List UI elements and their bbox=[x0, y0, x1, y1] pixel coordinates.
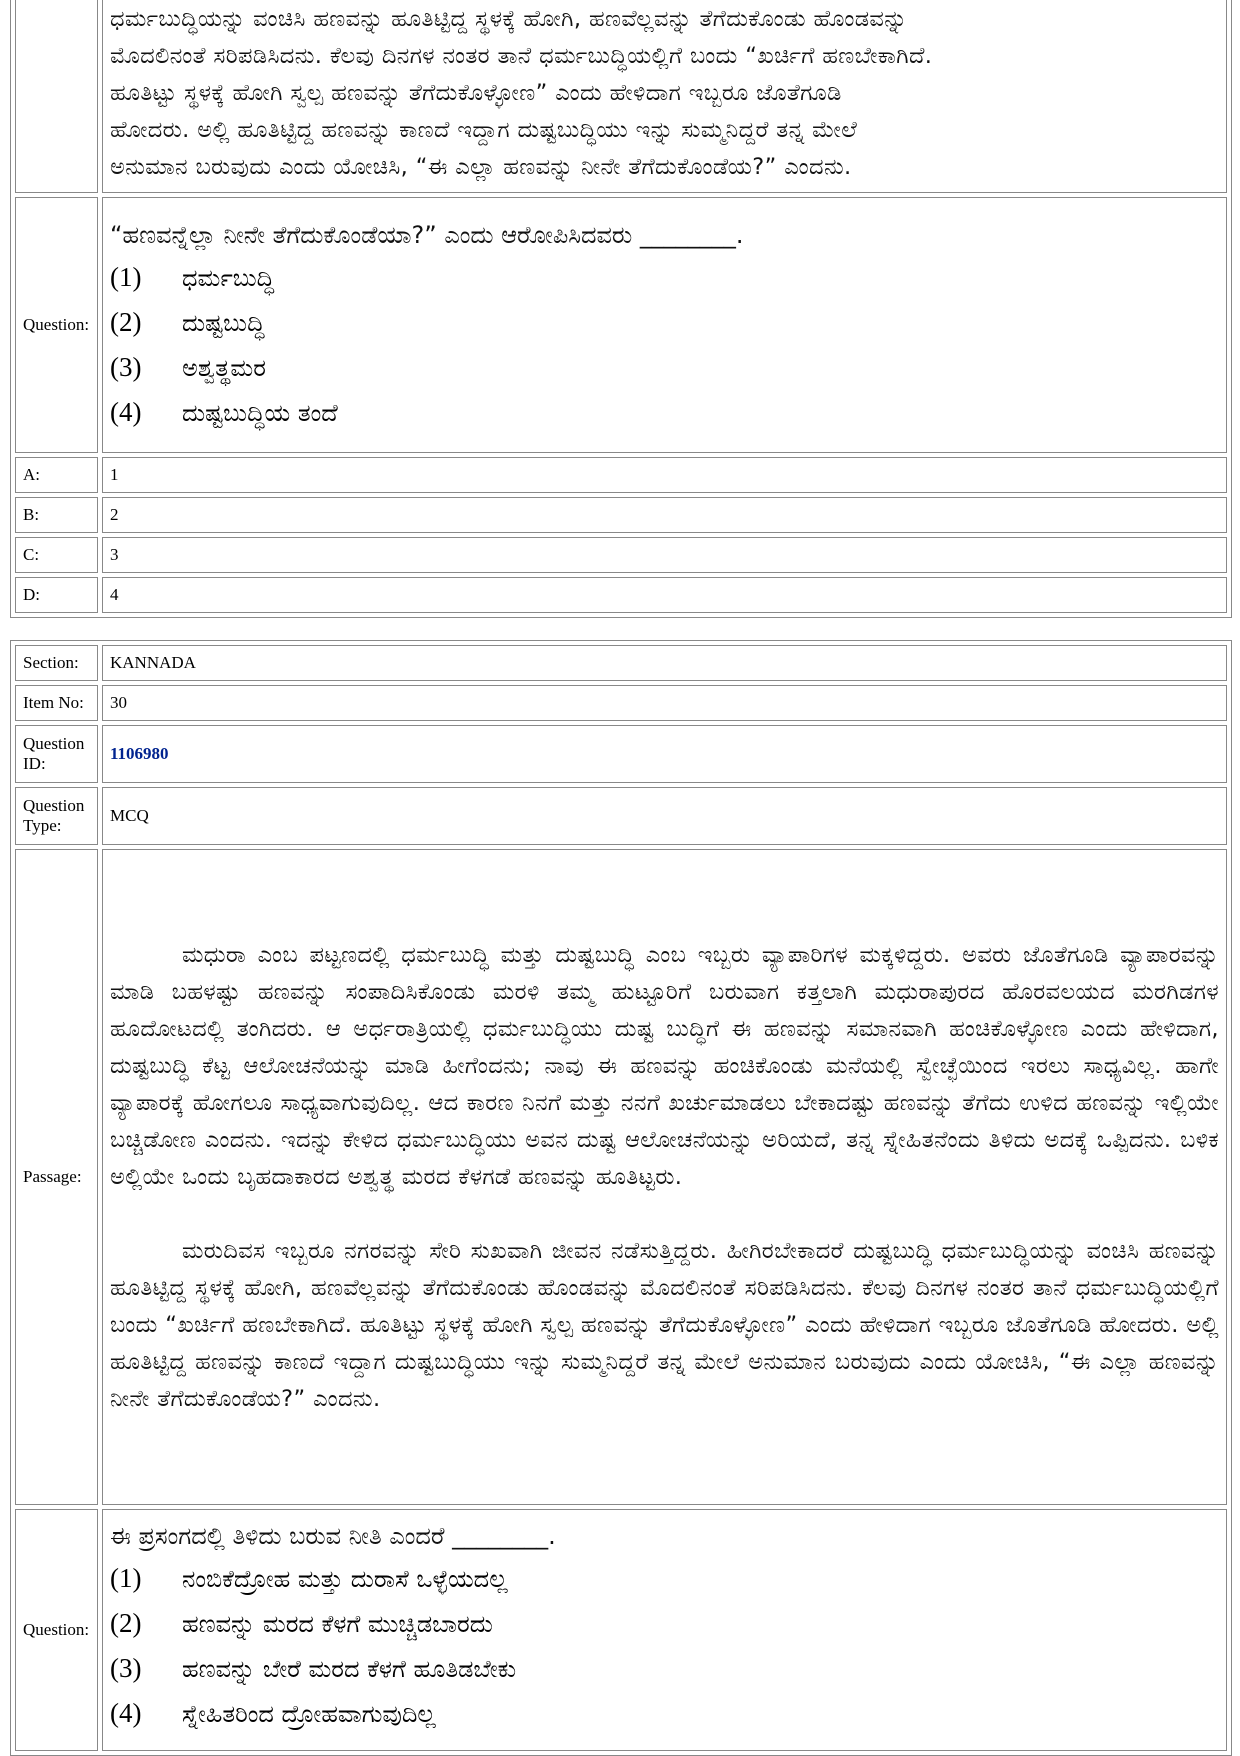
question-id-value: 1106980 bbox=[110, 744, 169, 763]
answer-label: B: bbox=[15, 497, 98, 533]
answer-label: D: bbox=[15, 577, 98, 613]
answer-value: 2 bbox=[102, 497, 1227, 533]
question-row bbox=[15, 1509, 1227, 1751]
question-id-row bbox=[15, 725, 1227, 783]
answer-row-b bbox=[15, 497, 1227, 533]
passage-paragraph-1: ಮಧುರಾ ಎಂಬ ಪಟ್ಟಣದಲ್ಲಿ ಧರ್ಮಬುದ್ಧಿ ಮತ್ತು ದುಷ್ಟಬುದ್ಧಿ ಎಂಬ ಇಬ್ಬರು ವ್ಯಾಪಾರಿಗಳ ಮಕ್ಕಳಿದ್ದರು. ಅವರು ಜೊತೆಗೂಡಿ ವ್ಯಾಪಾರವನ್ನು ಮಾಡಿ ಬಹಳಷ್ಟು ಹಣವನ್ನು ಸಂಪಾದಿಸಿಕೊಂಡು ಮರಳಿ ತಮ್ಮ ಹುಟ್ಟೂರಿಗೆ ಬರುವಾಗ ಕತ್ತಲಾಗಿ ಮಧುರಾಪುರದ ಹೊರವಲಯದ ಮರಗಿಡಗಳ ಹೂದೋಟದಲ್ಲಿ ತಂಗಿದರು. ಆ ಅರ್ಧರಾತ್ರಿಯಲ್ಲಿ ಧರ್ಮಬುದ್ಧಿಯು ದುಷ್ಟ ಬುದ್ಧಿಗೆ ಈ ಹಣವನ್ನು ಸಮಾನವಾಗಿ ಹಂಚಿಕೊಳ್ಳೋಣ ಎಂದು ಹೇಳಿದಾಗ, ದುಷ್ಟಬುದ್ಧಿ ಕೆಟ್ಟ ಆಲೋಚನೆಯನ್ನು ಮಾಡಿ ಹೀಗೆಂದನು; ನಾವು ಈ ಹಣವನ್ನು ಹಂಚಿಕೊಂಡು ಮನೆಯಲ್ಲಿ ಸ್ವೇಚ್ಛೆಯಿಂದ ಇರಲು ಸಾಧ್ಯವಿಲ್ಲ. ಹಾಗೇ ವ್ಯಾಪಾರಕ್ಕೆ ಹೋಗಲೂ ಸಾಧ್ಯವಾಗುವುದಿಲ್ಲ. ಆದ ಕಾರಣ ನಿನಗೆ ಮತ್ತು ನನಗೆ ಖರ್ಚುಮಾಡಲು ಬೇಕಾದಷ್ಟು ಹಣವನ್ನು ತೆಗೆದು ಉಳಿದ ಹಣವನ್ನು ಇಲ್ಲಿಯೇ ಬಚ್ಚಿಡೋಣ ಎಂದನು. ಇದನ್ನು ಕೇಳಿದ ಧರ್ಮಬುದ್ಧಿಯು ಅವನ ದುಷ್ಟ ಆಲೋಚನೆಯನ್ನು ಅರಿಯದೆ, ತನ್ನ ಸ್ನೇಹಿತನೆಂದು ತಿಳಿದು ಅದಕ್ಕೆ ಒಪ್ಪಿದನು. ಬಳಿಕ ಅಲ್ಲಿಯೇ ಒಂದು ಬೃಹದಾಕಾರದ ಅಶ್ವತ್ಥ ಮರದ ಕೆಳಗಡೆ ಹಣವನ್ನು ಹೂತಿಟ್ಟರು. bbox=[110, 941, 1219, 1190]
item-no-label: Item No: bbox=[15, 685, 98, 721]
passage-line: ಮೊದಲಿನಂತೆ ಸರಿಪಡಿಸಿದನು. ಕೆಲವು ದಿನಗಳ ನಂತರ ತಾನೆ ಧರ್ಮಬುದ್ಧಿಯಲ್ಲಿಗೆ ಬಂದು “ಖರ್ಚಿಗೆ ಹಣಬೇಕಾಗಿದೆ. bbox=[110, 43, 933, 69]
answer-row-c bbox=[15, 537, 1227, 573]
item-no-row bbox=[15, 685, 1227, 721]
question-id-label: Question ID: bbox=[15, 725, 98, 783]
answer-row-a bbox=[15, 457, 1227, 493]
passage-paragraph-2: ಮರುದಿವಸ ಇಬ್ಬರೂ ನಗರವನ್ನು ಸೇರಿ ಸುಖವಾಗಿ ಜೀವನ ನಡೆಸುತ್ತಿದ್ದರು. ಹೀಗಿರಬೇಕಾದರೆ ದುಷ್ಟಬುದ್ಧಿ ಧರ್ಮಬುದ್ಧಿಯನ್ನು ವಂಚಿಸಿ ಹಣವನ್ನು ಹೂತಿಟ್ಟಿದ್ದ ಸ್ಥಳಕ್ಕೆ ಹೋಗಿ, ಹಣವೆಲ್ಲವನ್ನು ತೆಗೆದುಕೊಂಡು ಹೊಂಡವನ್ನು ಮೊದಲಿನಂತೆ ಸರಿಪಡಿಸಿದನು. ಕೆಲವು ದಿನಗಳ ನಂತರ ತಾನೆ ಧರ್ಮಬುದ್ಧಿಯಲ್ಲಿಗೆ ಬಂದು “ಖರ್ಚಿಗೆ ಹಣಬೇಕಾಗಿದೆ. ಹೂತಿಟ್ಟು ಸ್ಥಳಕ್ಕೆ ಹೋಗಿ ಸ್ವಲ್ಪ ಹಣವನ್ನು ತೆಗೆದುಕೊಳ್ಳೋಣ” ಎಂದು ಹೇಳಿದಾಗ ಇಬ್ಬರೂ ಜೊತೆಗೂಡಿ ಹೋದರು. ಅಲ್ಲಿ ಹೂತಿಟ್ಟಿದ್ದ ಹಣವನ್ನು ಕಾಣದೆ ಇದ್ದಾಗ ದುಷ್ಟಬುದ್ಧಿಯು ಇನ್ನು ಸುಮ್ಮನಿದ್ದರೆ ತನ್ನ ಮೇಲೆ ಅನುಮಾನ ಬರುವುದು ಎಂದು ಯೋಚಿಸಿ, “ಈ ಎಲ್ಲಾ ಹಣವನ್ನು ನೀನೇ ತೆಗೆದುಕೊಂಡೆಯ?” ಎಂದನು. bbox=[110, 1237, 1219, 1412]
option-2: (2) ದುಷ್ಟಬುದ್ಧಿ bbox=[110, 307, 265, 337]
passage-label-cell bbox=[15, 0, 98, 193]
question-text: “ಹಣವನ್ನೆಲ್ಲಾ ನೀನೇ ತೆಗೆದುಕೊಂಡೆಯಾ?” ಎಂದು ಆರೋಪಿಸಿದವರು ________. bbox=[110, 221, 744, 249]
answer-label: A: bbox=[15, 457, 98, 493]
question-label: Question: bbox=[15, 1509, 98, 1751]
option-2: (2) ಹಣವನ್ನು ಮರದ ಕೆಳಗೆ ಮುಚ್ಚಿಡಬಾರದು bbox=[110, 1608, 493, 1638]
section-label: Section: bbox=[15, 645, 98, 681]
question-label: Question: bbox=[15, 197, 98, 453]
passage-row bbox=[15, 849, 1227, 1505]
question-id-cell bbox=[102, 725, 1227, 783]
question-cell bbox=[102, 1509, 1227, 1751]
question-type-row bbox=[15, 787, 1227, 845]
section-value: KANNADA bbox=[102, 645, 1227, 681]
passage-row bbox=[15, 0, 1227, 193]
answer-value: 4 bbox=[102, 577, 1227, 613]
passage-line: ಹೂತಿಟ್ಟು ಸ್ಥಳಕ್ಕೆ ಹೋಗಿ ಸ್ವಲ್ಪ ಹಣವನ್ನು ತೆಗೆದುಕೊಳ್ಳೋಣ” ಎಂದು ಹೇಳಿದಾಗ ಇಬ್ಬರೂ ಜೊತೆಗೂಡಿ bbox=[110, 80, 842, 106]
answer-value: 3 bbox=[102, 537, 1227, 573]
item-no-value: 30 bbox=[102, 685, 1227, 721]
option-3: (3) ಹಣವನ್ನು ಬೇರೆ ಮರದ ಕೆಳಗೆ ಹೂತಿಡಬೇಕು bbox=[110, 1653, 517, 1683]
question-text: ಈ ಪ್ರಸಂಗದಲ್ಲಿ ತಿಳಿದು ಬರುವ ನೀತಿ ಎಂದರೆ ________. bbox=[110, 1522, 556, 1550]
question-row bbox=[15, 197, 1227, 453]
answer-value: 1 bbox=[102, 457, 1227, 493]
question-cell bbox=[102, 197, 1227, 453]
option-4: (4) ದುಷ್ಟಬುದ್ಧಿಯ ತಂದೆ bbox=[110, 397, 338, 427]
option-1: (1) ಧರ್ಮಬುದ್ಧಿ bbox=[110, 262, 275, 292]
passage-text bbox=[110, 937, 1219, 1418]
question-item-29 bbox=[10, 0, 1232, 618]
answer-row-d bbox=[15, 577, 1227, 613]
passage-label: Passage: bbox=[15, 849, 98, 1505]
passage-tail bbox=[110, 1, 1219, 186]
passage-line: ಹೋದರು. ಅಲ್ಲಿ ಹೂತಿಟ್ಟಿದ್ದ ಹಣವನ್ನು ಕಾಣದೆ ಇದ್ದಾಗ ದುಷ್ಟಬುದ್ಧಿಯು ಇನ್ನು ಸುಮ್ಮನಿದ್ದರೆ ತನ್ನ ಮೇಲೆ bbox=[110, 117, 858, 143]
section-row bbox=[15, 645, 1227, 681]
question-item-30 bbox=[10, 640, 1232, 1756]
question-type-value: MCQ bbox=[102, 787, 1227, 845]
answer-label: C: bbox=[15, 537, 98, 573]
passage-cell bbox=[102, 849, 1227, 1505]
option-3: (3) ಅಶ್ವತ್ಥಮರ bbox=[110, 352, 266, 382]
option-4: (4) ಸ್ನೇಹಿತರಿಂದ ದ್ರೋಹವಾಗುವುದಿಲ್ಲ bbox=[110, 1698, 436, 1728]
passage-line: ಅನುಮಾನ ಬರುವುದು ಎಂದು ಯೋಚಿಸಿ, “ಈ ಎಲ್ಲಾ ಹಣವನ್ನು ನೀನೇ ತೆಗೆದುಕೊಂಡೆಯ?” ಎಂದನು. bbox=[110, 154, 852, 180]
passage-line: ಧರ್ಮಬುದ್ಧಿಯನ್ನು ವಂಚಿಸಿ ಹಣವನ್ನು ಹೂತಿಟ್ಟಿದ್ದ ಸ್ಥಳಕ್ಕೆ ಹೋಗಿ, ಹಣವೆಲ್ಲವನ್ನು ತೆಗೆದುಕೊಂಡು ಹೊಂಡವನ್ನು bbox=[110, 6, 908, 32]
option-1: (1) ನಂಬಿಕೆದ್ರೋಹ ಮತ್ತು ದುರಾಸೆ ಒಳ್ಳೆಯದಲ್ಲ bbox=[110, 1563, 508, 1593]
passage-cell bbox=[102, 0, 1227, 193]
question-type-label: Question Type: bbox=[15, 787, 98, 845]
